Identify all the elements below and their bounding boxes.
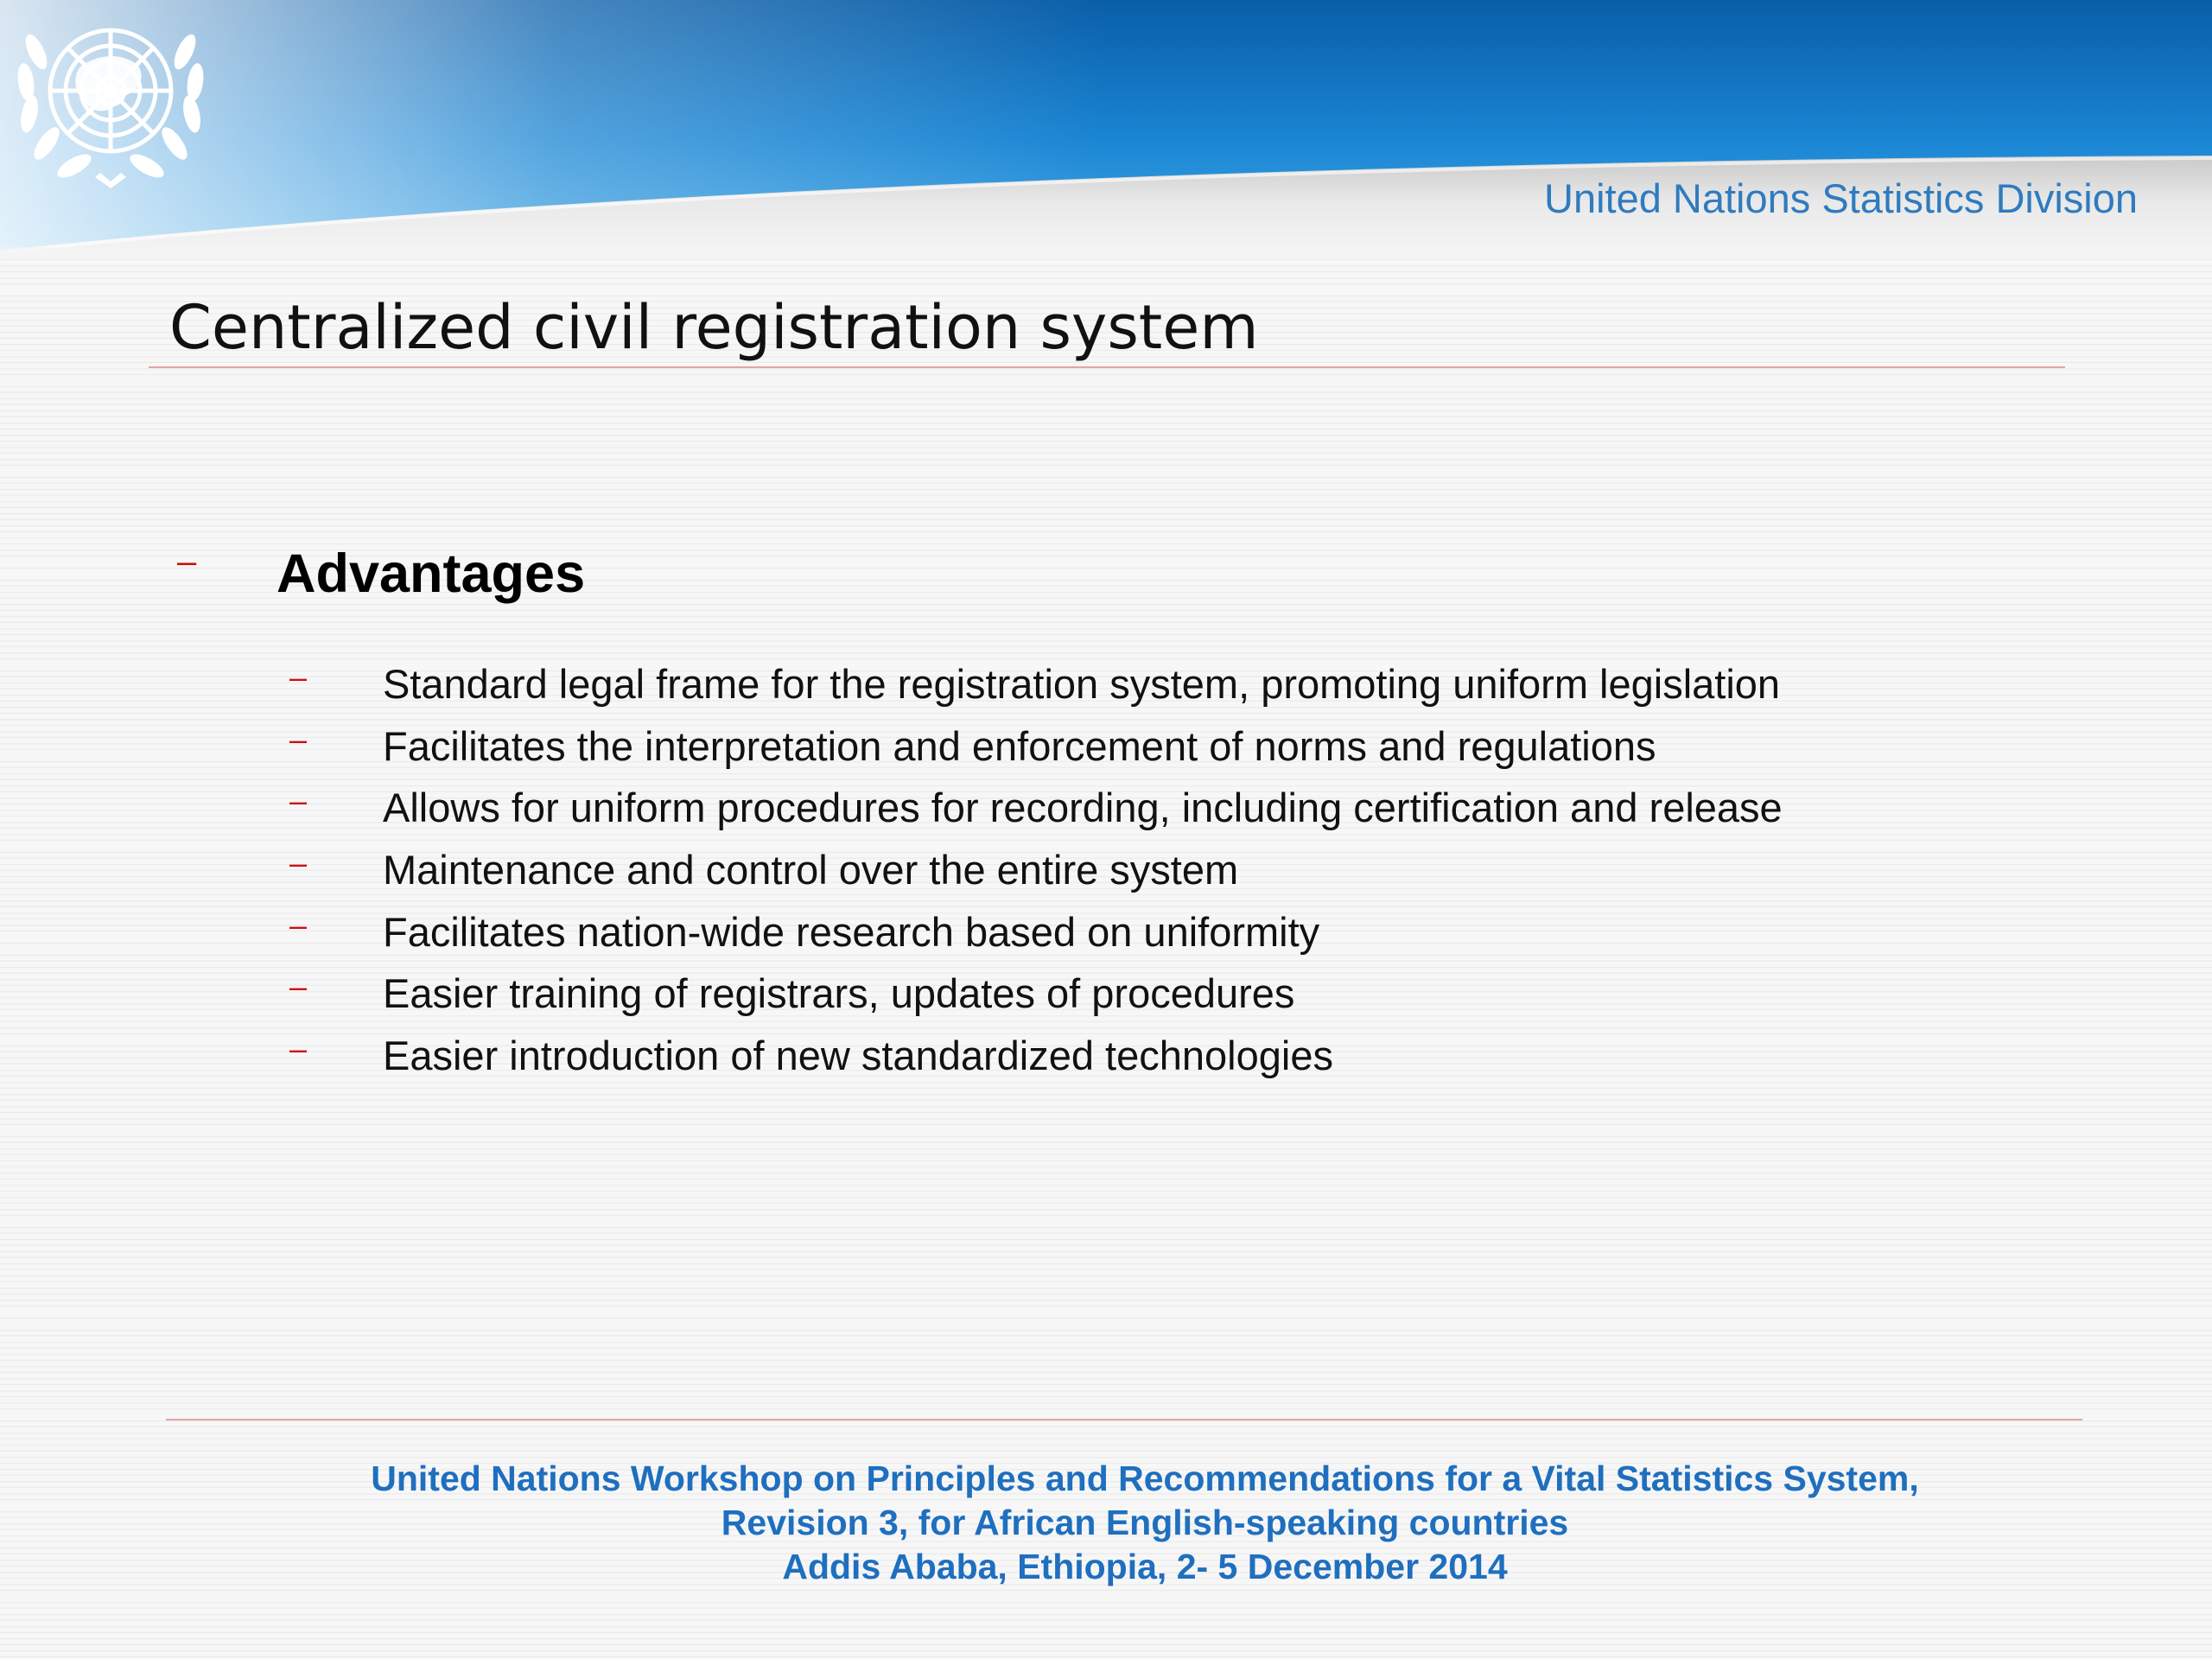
main-bullet-advantages: Advantages <box>276 543 586 604</box>
bullet-dash-icon: – <box>177 543 197 581</box>
list-item <box>0 784 2212 846</box>
list-item-text: Facilitates the interpretation and enforcement of norms and regulations <box>383 722 1656 769</box>
list-item-text: Allows for uniform procedures for recording, including certification and release <box>383 785 1783 831</box>
list-item <box>0 1032 2212 1094</box>
list-item-text: Easier introduction of new standardized technologies <box>383 1033 1333 1079</box>
bullet-dash-icon: – <box>289 845 308 881</box>
footer-line-location-date: Addis Ababa, Ethiopia, 2- 5 December 2014 <box>782 1547 1508 1586</box>
list-item-text: Facilitates nation-wide research based on uniformity <box>383 908 1320 955</box>
footer-line-revision: Revision 3, for African English-speaking countries <box>721 1503 1569 1542</box>
bullet-dash-icon: – <box>289 783 308 819</box>
bullet-dash-icon: – <box>289 721 308 757</box>
list-item <box>0 722 2212 785</box>
list-item <box>0 969 2212 1032</box>
slide-footer <box>0 1457 2212 1589</box>
bullet-dash-icon: – <box>289 906 308 943</box>
list-item-text: Easier training of registrars, updates of procedures <box>383 970 1295 1017</box>
list-item-text: Maintenance and control over the entire system <box>383 847 1239 893</box>
list-item <box>0 660 2212 722</box>
advantages-list <box>0 660 2212 1094</box>
footer-divider <box>166 1419 2082 1421</box>
title-divider <box>149 366 2065 368</box>
footer-line-workshop: United Nations Workshop on Principles and Recommendations for a Vital Statistics System, <box>371 1459 1919 1498</box>
list-item <box>0 846 2212 908</box>
bullet-dash-icon: – <box>289 659 308 695</box>
bullet-dash-icon: – <box>289 1031 308 1067</box>
slide-title: Centralized civil registration system <box>169 292 1259 363</box>
list-item <box>0 908 2212 970</box>
un-emblem-icon <box>0 0 221 199</box>
division-name: United Nations Statistics Division <box>1544 175 2138 221</box>
slide-header <box>0 0 2212 259</box>
bullet-dash-icon: – <box>289 969 308 1005</box>
list-item-text: Standard legal frame for the registration system, promoting uniform legislation <box>383 661 1781 707</box>
